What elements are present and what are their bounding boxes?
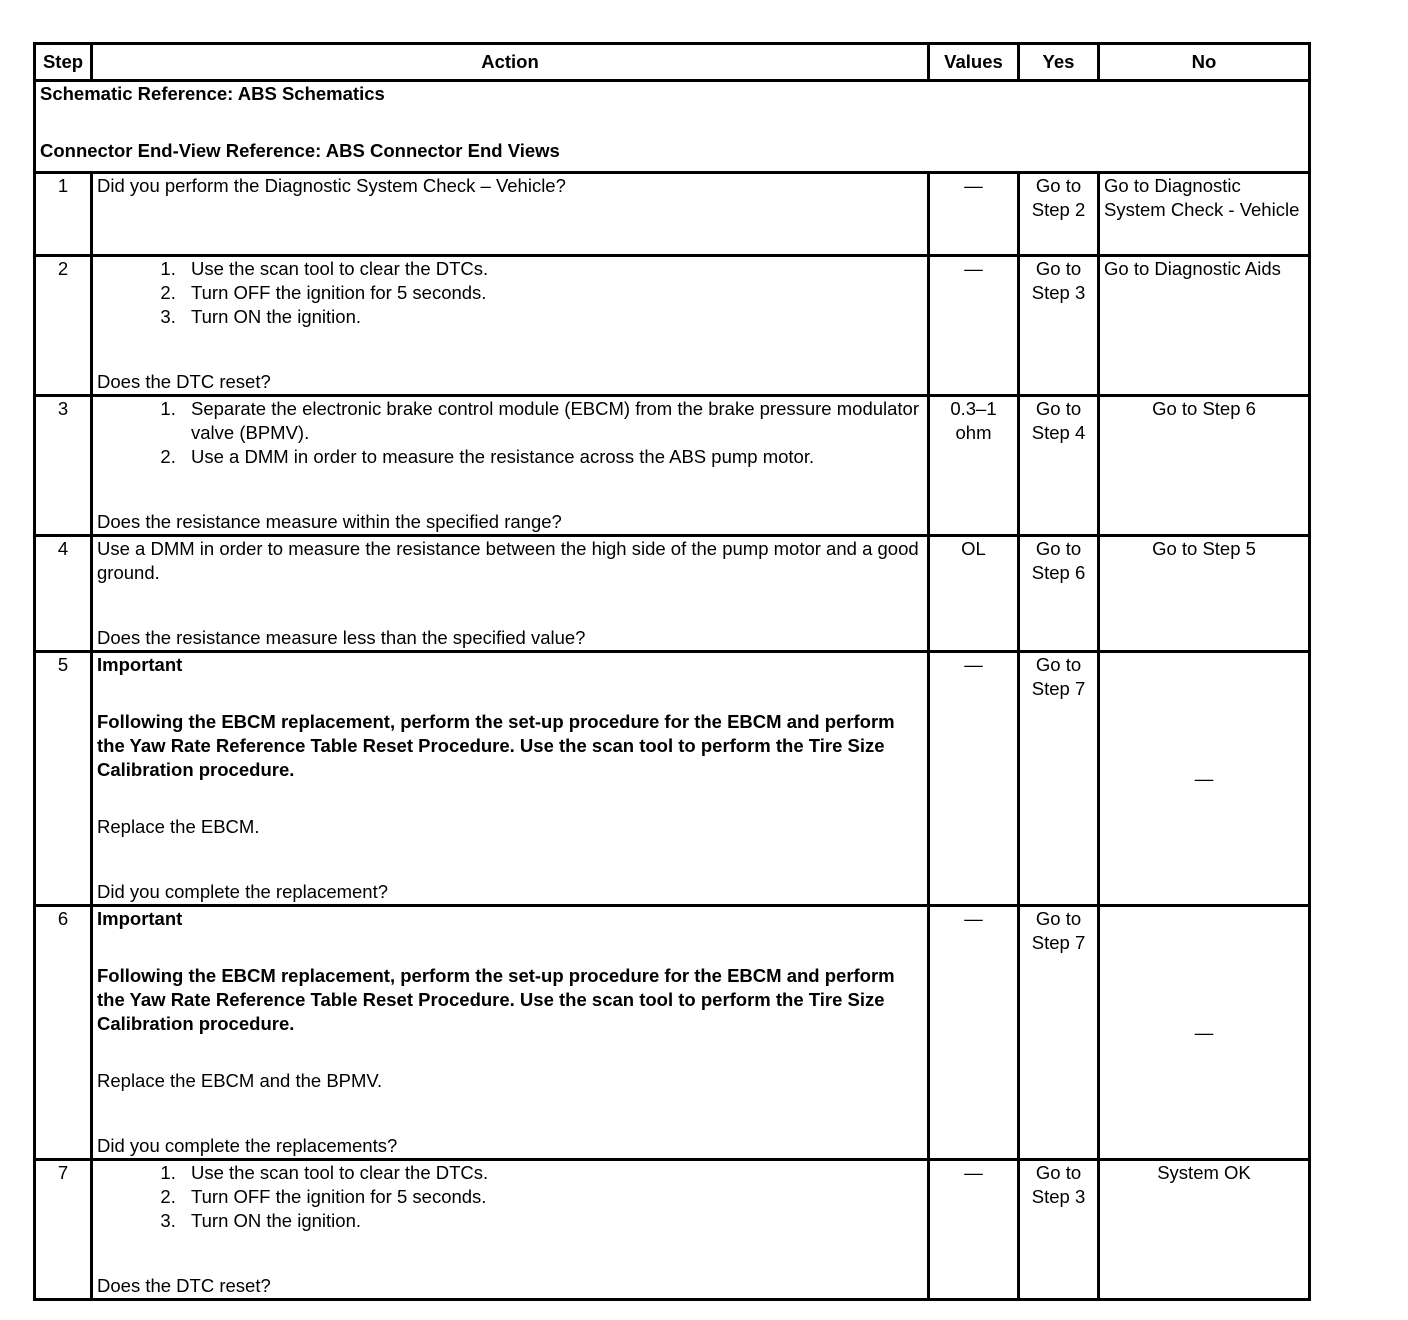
table-row bbox=[35, 173, 1310, 256]
table-row bbox=[35, 256, 1310, 396]
table-row bbox=[35, 652, 1310, 906]
action-question: Does the DTC reset? bbox=[97, 1275, 271, 1296]
diagnostic-table bbox=[33, 42, 1311, 1301]
header-yes: Yes bbox=[1019, 44, 1099, 81]
yes-cell: Go to Step 3 bbox=[1019, 256, 1099, 396]
action-question: Did you perform the Diagnostic System Check – Vehicle? bbox=[97, 175, 566, 196]
important-label: Important bbox=[97, 654, 183, 675]
action-question: Did you complete the replacement? bbox=[97, 881, 389, 902]
header-row bbox=[35, 44, 1310, 81]
action-question: Did you complete the replacements? bbox=[97, 1135, 398, 1156]
action-question: Does the DTC reset? bbox=[97, 371, 271, 392]
action-cell bbox=[92, 173, 929, 256]
action-question: Does the resistance measure within the specified range? bbox=[97, 511, 562, 532]
yes-cell: Go to Step 7 bbox=[1019, 906, 1099, 1160]
value-cell: 0.3–1 ohm bbox=[929, 396, 1019, 536]
table-row bbox=[35, 1160, 1310, 1300]
list-item: 2. Use a DMM in order to measure the resistance across the ABS pump motor. bbox=[181, 445, 923, 469]
value-cell: — bbox=[929, 256, 1019, 396]
step-number: 1 bbox=[35, 173, 92, 256]
step-number: 6 bbox=[35, 906, 92, 1160]
step-number: 7 bbox=[35, 1160, 92, 1300]
action-cell bbox=[92, 256, 929, 396]
action-steps bbox=[97, 1161, 923, 1233]
no-cell: Go to Step 5 bbox=[1099, 536, 1310, 652]
list-item: 3. Turn ON the ignition. bbox=[181, 305, 923, 329]
yes-cell: Go to Step 2 bbox=[1019, 173, 1099, 256]
no-cell: Go to Diagnostic Aids bbox=[1099, 256, 1310, 396]
action-instruction: Replace the EBCM. bbox=[97, 816, 260, 837]
schematic-reference: Schematic Reference: ABS Schematics bbox=[40, 83, 385, 104]
value-cell: — bbox=[929, 906, 1019, 1160]
value-cell: — bbox=[929, 652, 1019, 906]
yes-cell: Go to Step 4 bbox=[1019, 396, 1099, 536]
list-item: 2. Turn OFF the ignition for 5 seconds. bbox=[181, 1185, 923, 1209]
connector-reference: Connector End-View Reference: ABS Connector End Views bbox=[40, 140, 560, 161]
list-item: 2. Turn OFF the ignition for 5 seconds. bbox=[181, 281, 923, 305]
yes-cell: Go to Step 3 bbox=[1019, 1160, 1099, 1300]
list-item: 3. Turn ON the ignition. bbox=[181, 1209, 923, 1233]
action-steps bbox=[97, 257, 923, 329]
step-number: 2 bbox=[35, 256, 92, 396]
header-action: Action bbox=[92, 44, 929, 81]
action-cell bbox=[92, 396, 929, 536]
action-cell bbox=[92, 652, 929, 906]
no-cell: System OK bbox=[1099, 1160, 1310, 1300]
action-cell bbox=[92, 906, 929, 1160]
list-item: 1. Use the scan tool to clear the DTCs. bbox=[181, 1161, 923, 1185]
action-question: Does the resistance measure less than the specified value? bbox=[97, 627, 586, 648]
important-label: Important bbox=[97, 908, 183, 929]
header-no: No bbox=[1099, 44, 1310, 81]
header-values: Values bbox=[929, 44, 1019, 81]
important-note: Following the EBCM replacement, perform the set-up procedure for the EBCM and perform the Yaw Rate Reference Table Reset Procedure. Use the scan tool to perform the Tire Size Calibration procedure. bbox=[97, 711, 895, 780]
step-number: 3 bbox=[35, 396, 92, 536]
no-cell: — bbox=[1099, 652, 1310, 906]
value-cell: — bbox=[929, 173, 1019, 256]
value-cell: OL bbox=[929, 536, 1019, 652]
list-item: 1. Use the scan tool to clear the DTCs. bbox=[181, 257, 923, 281]
reference-row bbox=[35, 81, 1310, 173]
list-item: 1. Separate the electronic brake control module (EBCM) from the brake pressure modulator valve (BPMV). bbox=[181, 397, 923, 445]
step-number: 4 bbox=[35, 536, 92, 652]
yes-cell: Go to Step 7 bbox=[1019, 652, 1099, 906]
action-instruction: Use a DMM in order to measure the resistance between the high side of the pump motor and a good ground. bbox=[97, 538, 919, 583]
action-instruction: Replace the EBCM and the BPMV. bbox=[97, 1070, 383, 1091]
reference-cell bbox=[35, 81, 1310, 173]
header-step: Step bbox=[35, 44, 92, 81]
table-row bbox=[35, 536, 1310, 652]
action-cell bbox=[92, 1160, 929, 1300]
action-steps bbox=[97, 397, 923, 469]
no-cell: — bbox=[1099, 906, 1310, 1160]
important-note: Following the EBCM replacement, perform the set-up procedure for the EBCM and perform the Yaw Rate Reference Table Reset Procedure. Use the scan tool to perform the Tire Size Calibration procedure. bbox=[97, 965, 895, 1034]
no-cell: Go to Diagnostic System Check - Vehicle bbox=[1099, 173, 1310, 256]
step-number: 5 bbox=[35, 652, 92, 906]
no-cell: Go to Step 6 bbox=[1099, 396, 1310, 536]
value-cell: — bbox=[929, 1160, 1019, 1300]
yes-cell: Go to Step 6 bbox=[1019, 536, 1099, 652]
table-row bbox=[35, 906, 1310, 1160]
action-cell bbox=[92, 536, 929, 652]
table-row bbox=[35, 396, 1310, 536]
